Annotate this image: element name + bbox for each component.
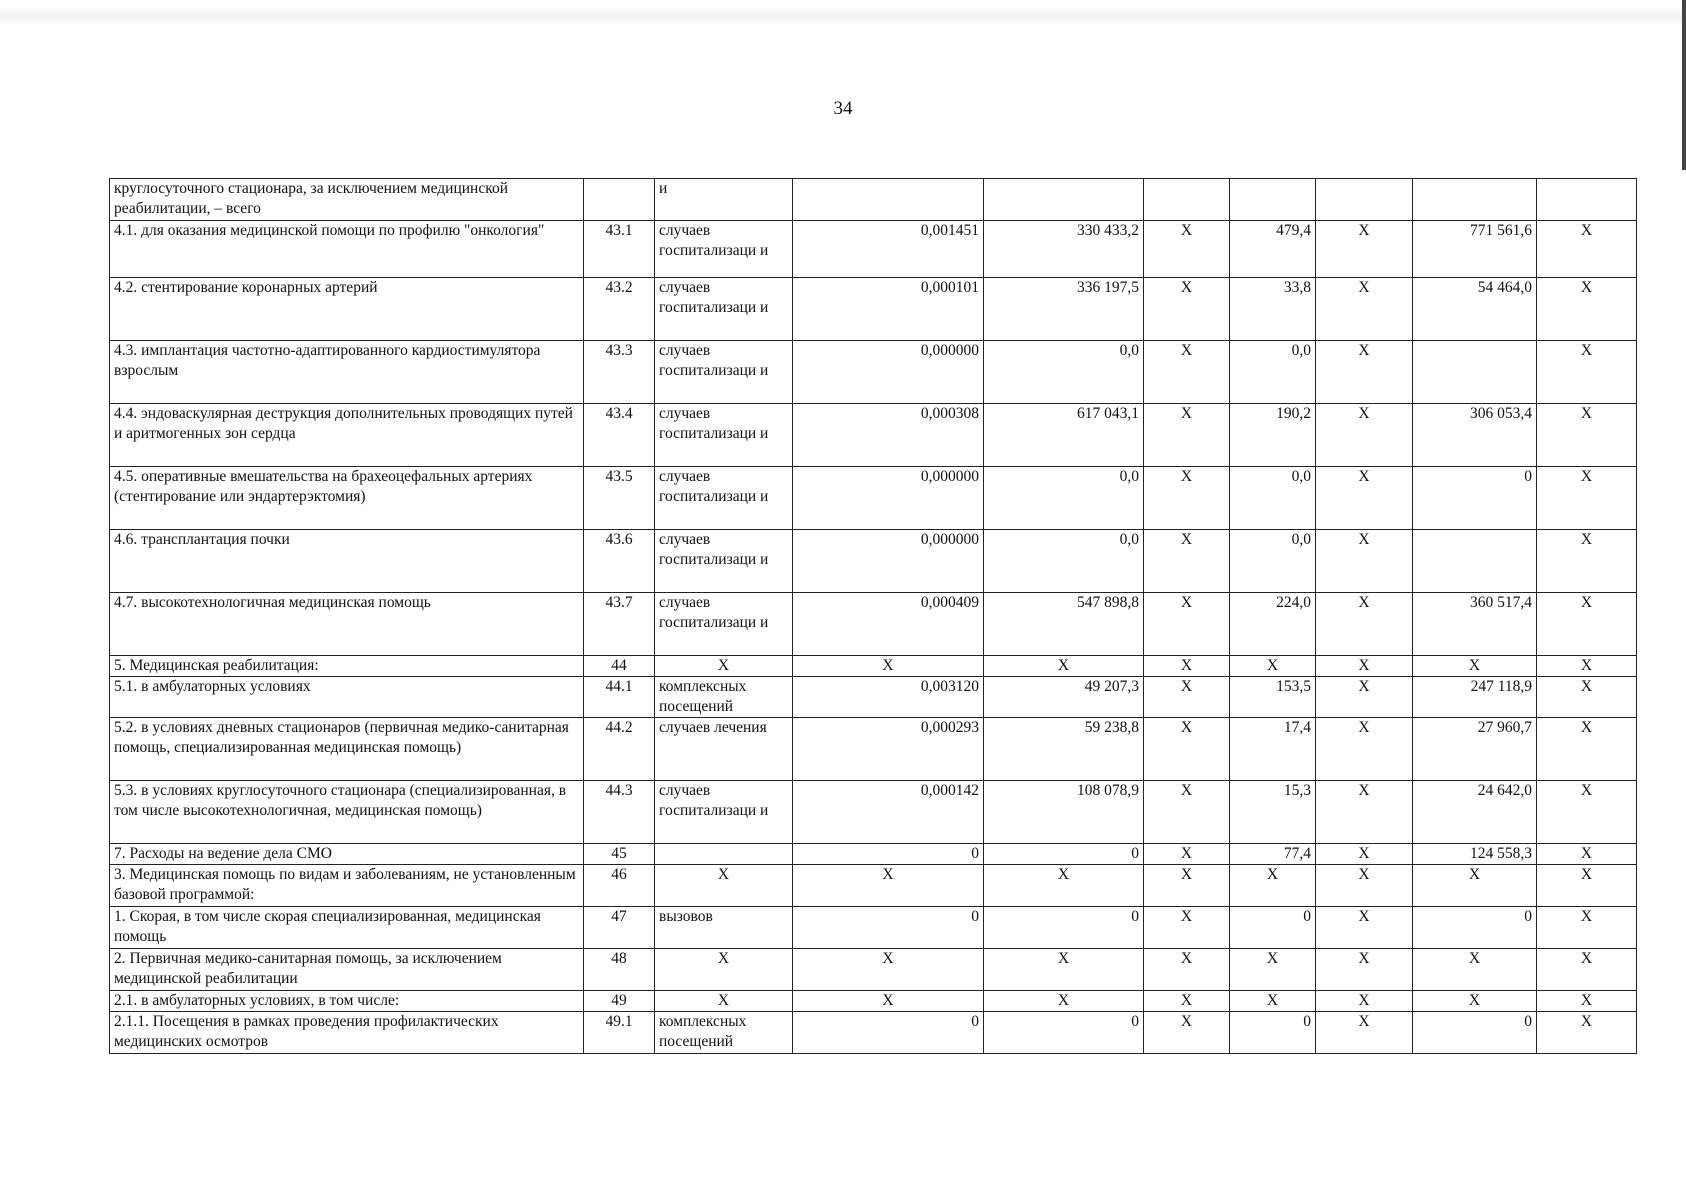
cell-row-code: 48	[584, 949, 655, 991]
table-row	[110, 718, 1637, 781]
table-row	[110, 593, 1637, 656]
cell-unit: комплексных посещений	[655, 677, 793, 718]
cell-value-col-5: 0,0	[984, 530, 1144, 593]
cell-indicator-name: 4.3. имплантация частотно-адаптированного кардиостимулятора взрослым	[110, 341, 584, 404]
cell-indicator-name: 4.4. эндоваскулярная деструкция дополнительных проводящих путей и аритмогенных зон сердца	[110, 404, 584, 467]
cell-value-col-8: X	[1316, 404, 1413, 467]
cell-value-col-7: 190,2	[1230, 404, 1316, 467]
cell-value-col-5: 0,0	[984, 467, 1144, 530]
cell-value-col-7: 0	[1230, 907, 1316, 949]
cell-indicator-name: 7. Расходы на ведение дела СМО	[110, 844, 584, 865]
cell-value-col-9	[1413, 530, 1537, 593]
cell-indicator-name: 5. Медицинская реабилитация:	[110, 656, 584, 677]
cell-value-col-8: X	[1316, 221, 1413, 278]
cell-unit: случаев госпитализаци и	[655, 467, 793, 530]
cell-unit: и	[655, 179, 793, 221]
cell-value-col-10: X	[1537, 677, 1637, 718]
cell-value-col-6: X	[1144, 677, 1230, 718]
cell-row-code: 43.2	[584, 278, 655, 341]
cell-value-col-4: 0,000308	[793, 404, 984, 467]
cell-value-col-4: 0	[793, 907, 984, 949]
cell-value-col-10: X	[1537, 865, 1637, 907]
cell-value-col-10: X	[1537, 278, 1637, 341]
cell-value-col-6: X	[1144, 278, 1230, 341]
cell-indicator-name: 2.1.1. Посещения в рамках проведения профилактических медицинских осмотров	[110, 1012, 584, 1054]
cell-value-col-8: X	[1316, 949, 1413, 991]
cell-value-col-5: 617 043,1	[984, 404, 1144, 467]
table-row	[110, 278, 1637, 341]
scan-right-edge	[1682, 0, 1686, 170]
cell-row-code	[584, 179, 655, 221]
cell-value-col-10	[1537, 179, 1637, 221]
cell-row-code: 47	[584, 907, 655, 949]
cell-value-col-9: X	[1413, 656, 1537, 677]
cell-value-col-5: 49 207,3	[984, 677, 1144, 718]
cell-unit: X	[655, 949, 793, 991]
cell-value-col-9: 0	[1413, 907, 1537, 949]
cell-unit: X	[655, 656, 793, 677]
cell-value-col-8: X	[1316, 677, 1413, 718]
cell-value-col-9: 771 561,6	[1413, 221, 1537, 278]
table-row	[110, 404, 1637, 467]
cell-value-col-4: 0,000101	[793, 278, 984, 341]
cell-value-col-6: X	[1144, 718, 1230, 781]
cell-unit: X	[655, 865, 793, 907]
cell-value-col-7: 0,0	[1230, 530, 1316, 593]
cell-row-code: 43.7	[584, 593, 655, 656]
cell-value-col-10: X	[1537, 593, 1637, 656]
cell-value-col-6: X	[1144, 530, 1230, 593]
cell-row-code: 43.1	[584, 221, 655, 278]
data-table	[109, 178, 1637, 1054]
cell-value-col-8: X	[1316, 278, 1413, 341]
cell-value-col-5	[984, 179, 1144, 221]
cell-value-col-7: 153,5	[1230, 677, 1316, 718]
cell-value-col-7: 0,0	[1230, 341, 1316, 404]
cell-value-col-8: X	[1316, 593, 1413, 656]
cell-value-col-7: X	[1230, 991, 1316, 1012]
cell-value-col-8: X	[1316, 718, 1413, 781]
cell-unit: случаев госпитализаци и	[655, 341, 793, 404]
cell-value-col-9: 0	[1413, 467, 1537, 530]
cell-row-code: 44.2	[584, 718, 655, 781]
cell-value-col-8	[1316, 179, 1413, 221]
cell-value-col-4: 0	[793, 1012, 984, 1054]
cell-unit: случаев госпитализаци и	[655, 593, 793, 656]
cell-value-col-4: 0,000000	[793, 530, 984, 593]
cell-value-col-10: X	[1537, 221, 1637, 278]
table-row	[110, 221, 1637, 278]
table-row	[110, 1012, 1637, 1054]
scan-edge-shadow	[0, 8, 1686, 26]
cell-value-col-5: 0	[984, 844, 1144, 865]
cell-value-col-5: 0,0	[984, 341, 1144, 404]
cell-value-col-7: 0,0	[1230, 467, 1316, 530]
cell-value-col-6: X	[1144, 404, 1230, 467]
cell-row-code: 44.1	[584, 677, 655, 718]
cell-value-col-9: 247 118,9	[1413, 677, 1537, 718]
cell-row-code: 43.3	[584, 341, 655, 404]
cell-indicator-name: 2.1. в амбулаторных условиях, в том числе:	[110, 991, 584, 1012]
cell-value-col-9: X	[1413, 865, 1537, 907]
cell-indicator-name: 5.2. в условиях дневных стационаров (первичная медико-санитарная помощь, специализированная медицинская помощь)	[110, 718, 584, 781]
cell-value-col-5: 330 433,2	[984, 221, 1144, 278]
cell-value-col-9: X	[1413, 949, 1537, 991]
table-row	[110, 656, 1637, 677]
cell-value-col-5: 59 238,8	[984, 718, 1144, 781]
cell-value-col-5: 0	[984, 907, 1144, 949]
table-row	[110, 949, 1637, 991]
cell-indicator-name: 5.3. в условиях круглосуточного стационара (специализированная, в том числе высокотехнологичная, медицинская помощь)	[110, 781, 584, 844]
table-row	[110, 991, 1637, 1012]
cell-value-col-9: 54 464,0	[1413, 278, 1537, 341]
cell-value-col-6	[1144, 179, 1230, 221]
cell-value-col-10: X	[1537, 530, 1637, 593]
cell-value-col-6: X	[1144, 341, 1230, 404]
cell-value-col-8: X	[1316, 530, 1413, 593]
cell-value-col-8: X	[1316, 1012, 1413, 1054]
cell-value-col-9	[1413, 341, 1537, 404]
cell-unit: комплексных посещений	[655, 1012, 793, 1054]
cell-value-col-9: 27 960,7	[1413, 718, 1537, 781]
cell-value-col-6: X	[1144, 907, 1230, 949]
cell-value-col-8: X	[1316, 844, 1413, 865]
cell-value-col-4: 0,000293	[793, 718, 984, 781]
cell-value-col-10: X	[1537, 1012, 1637, 1054]
cell-value-col-10: X	[1537, 404, 1637, 467]
cell-value-col-9: 0	[1413, 1012, 1537, 1054]
cell-value-col-6: X	[1144, 1012, 1230, 1054]
cell-value-col-7: 0	[1230, 1012, 1316, 1054]
cell-value-col-7: 15,3	[1230, 781, 1316, 844]
cell-value-col-4: 0,001451	[793, 221, 984, 278]
cell-value-col-5: 336 197,5	[984, 278, 1144, 341]
cell-value-col-8: X	[1316, 467, 1413, 530]
cell-value-col-8: X	[1316, 781, 1413, 844]
table-row	[110, 341, 1637, 404]
cell-value-col-4: 0,000000	[793, 341, 984, 404]
cell-value-col-5: 108 078,9	[984, 781, 1144, 844]
cell-value-col-9: 360 517,4	[1413, 593, 1537, 656]
table-row	[110, 467, 1637, 530]
cell-value-col-7: X	[1230, 656, 1316, 677]
cell-row-code: 45	[584, 844, 655, 865]
cell-row-code: 43.6	[584, 530, 655, 593]
cell-value-col-7: 17,4	[1230, 718, 1316, 781]
table-row	[110, 781, 1637, 844]
cell-value-col-10: X	[1537, 467, 1637, 530]
cell-unit: случаев госпитализаци и	[655, 221, 793, 278]
table-row	[110, 907, 1637, 949]
cell-value-col-10: X	[1537, 844, 1637, 865]
cell-value-col-8: X	[1316, 991, 1413, 1012]
cell-value-col-5: X	[984, 949, 1144, 991]
cell-unit	[655, 844, 793, 865]
table-row	[110, 179, 1637, 221]
cell-row-code: 46	[584, 865, 655, 907]
cell-unit: случаев лечения	[655, 718, 793, 781]
cell-value-col-5: X	[984, 865, 1144, 907]
cell-value-col-9	[1413, 179, 1537, 221]
cell-value-col-10: X	[1537, 656, 1637, 677]
cell-value-col-10: X	[1537, 718, 1637, 781]
cell-indicator-name: 4.5. оперативные вмешательства на брахеоцефальных артериях (стентирование или эндартерэктомия)	[110, 467, 584, 530]
cell-value-col-4: X	[793, 991, 984, 1012]
table-row	[110, 677, 1637, 718]
cell-value-col-4: 0,000409	[793, 593, 984, 656]
cell-unit: случаев госпитализаци и	[655, 781, 793, 844]
cell-value-col-5: X	[984, 656, 1144, 677]
cell-value-col-5: 547 898,8	[984, 593, 1144, 656]
cell-row-code: 49.1	[584, 1012, 655, 1054]
cell-value-col-8: X	[1316, 656, 1413, 677]
table-row	[110, 844, 1637, 865]
cell-value-col-9: 306 053,4	[1413, 404, 1537, 467]
cell-value-col-4: 0	[793, 844, 984, 865]
page-number: 34	[833, 98, 853, 119]
cell-value-col-4: X	[793, 656, 984, 677]
cell-value-col-4: X	[793, 865, 984, 907]
cell-unit: случаев госпитализаци и	[655, 530, 793, 593]
cell-row-code: 43.5	[584, 467, 655, 530]
cell-value-col-10: X	[1537, 781, 1637, 844]
cell-row-code: 44.3	[584, 781, 655, 844]
cell-indicator-name: 4.2. стентирование коронарных артерий	[110, 278, 584, 341]
cell-value-col-10: X	[1537, 341, 1637, 404]
cell-value-col-4: 0,000000	[793, 467, 984, 530]
cell-value-col-8: X	[1316, 865, 1413, 907]
cell-unit: X	[655, 991, 793, 1012]
cell-value-col-10: X	[1537, 907, 1637, 949]
cell-indicator-name: 5.1. в амбулаторных условиях	[110, 677, 584, 718]
cell-value-col-7: 33,8	[1230, 278, 1316, 341]
cell-value-col-7: 77,4	[1230, 844, 1316, 865]
cell-value-col-5: 0	[984, 1012, 1144, 1054]
cell-value-col-6: X	[1144, 467, 1230, 530]
cell-value-col-9: X	[1413, 991, 1537, 1012]
cell-value-col-7: 224,0	[1230, 593, 1316, 656]
cell-indicator-name: 3. Медицинская помощь по видам и заболеваниям, не установленным базовой программой:	[110, 865, 584, 907]
table-row	[110, 530, 1637, 593]
cell-row-code: 49	[584, 991, 655, 1012]
cell-indicator-name: 4.6. трансплантация почки	[110, 530, 584, 593]
cell-value-col-4: 0,000142	[793, 781, 984, 844]
cell-unit: вызовов	[655, 907, 793, 949]
cell-value-col-6: X	[1144, 949, 1230, 991]
cell-indicator-name: 4.1. для оказания медицинской помощи по профилю "онкология"	[110, 221, 584, 278]
cell-value-col-6: X	[1144, 844, 1230, 865]
cell-value-col-8: X	[1316, 907, 1413, 949]
cell-row-code: 43.4	[584, 404, 655, 467]
cell-value-col-7: X	[1230, 865, 1316, 907]
cell-value-col-9: 24 642,0	[1413, 781, 1537, 844]
cell-value-col-6: X	[1144, 221, 1230, 278]
cell-value-col-6: X	[1144, 781, 1230, 844]
cell-value-col-6: X	[1144, 991, 1230, 1012]
cell-unit: случаев госпитализаци и	[655, 404, 793, 467]
cell-indicator-name: 4.7. высокотехнологичная медицинская помощь	[110, 593, 584, 656]
cell-indicator-name: круглосуточного стационара, за исключением медицинской реабилитации, – всего	[110, 179, 584, 221]
cell-value-col-10: X	[1537, 949, 1637, 991]
cell-value-col-4: X	[793, 949, 984, 991]
cell-value-col-6: X	[1144, 593, 1230, 656]
cell-indicator-name: 1. Скорая, в том числе скорая специализированная, медицинская помощь	[110, 907, 584, 949]
table-row	[110, 865, 1637, 907]
cell-value-col-4: 0,003120	[793, 677, 984, 718]
cell-value-col-5: X	[984, 991, 1144, 1012]
cell-value-col-6: X	[1144, 656, 1230, 677]
cell-value-col-6: X	[1144, 865, 1230, 907]
cell-unit: случаев госпитализаци и	[655, 278, 793, 341]
cell-value-col-4	[793, 179, 984, 221]
cell-value-col-9: 124 558,3	[1413, 844, 1537, 865]
cell-value-col-10: X	[1537, 991, 1637, 1012]
cell-indicator-name: 2. Первичная медико-санитарная помощь, за исключением медицинской реабилитации	[110, 949, 584, 991]
cell-value-col-8: X	[1316, 341, 1413, 404]
cell-value-col-7: 479,4	[1230, 221, 1316, 278]
cell-value-col-7	[1230, 179, 1316, 221]
cell-value-col-7: X	[1230, 949, 1316, 991]
cell-row-code: 44	[584, 656, 655, 677]
